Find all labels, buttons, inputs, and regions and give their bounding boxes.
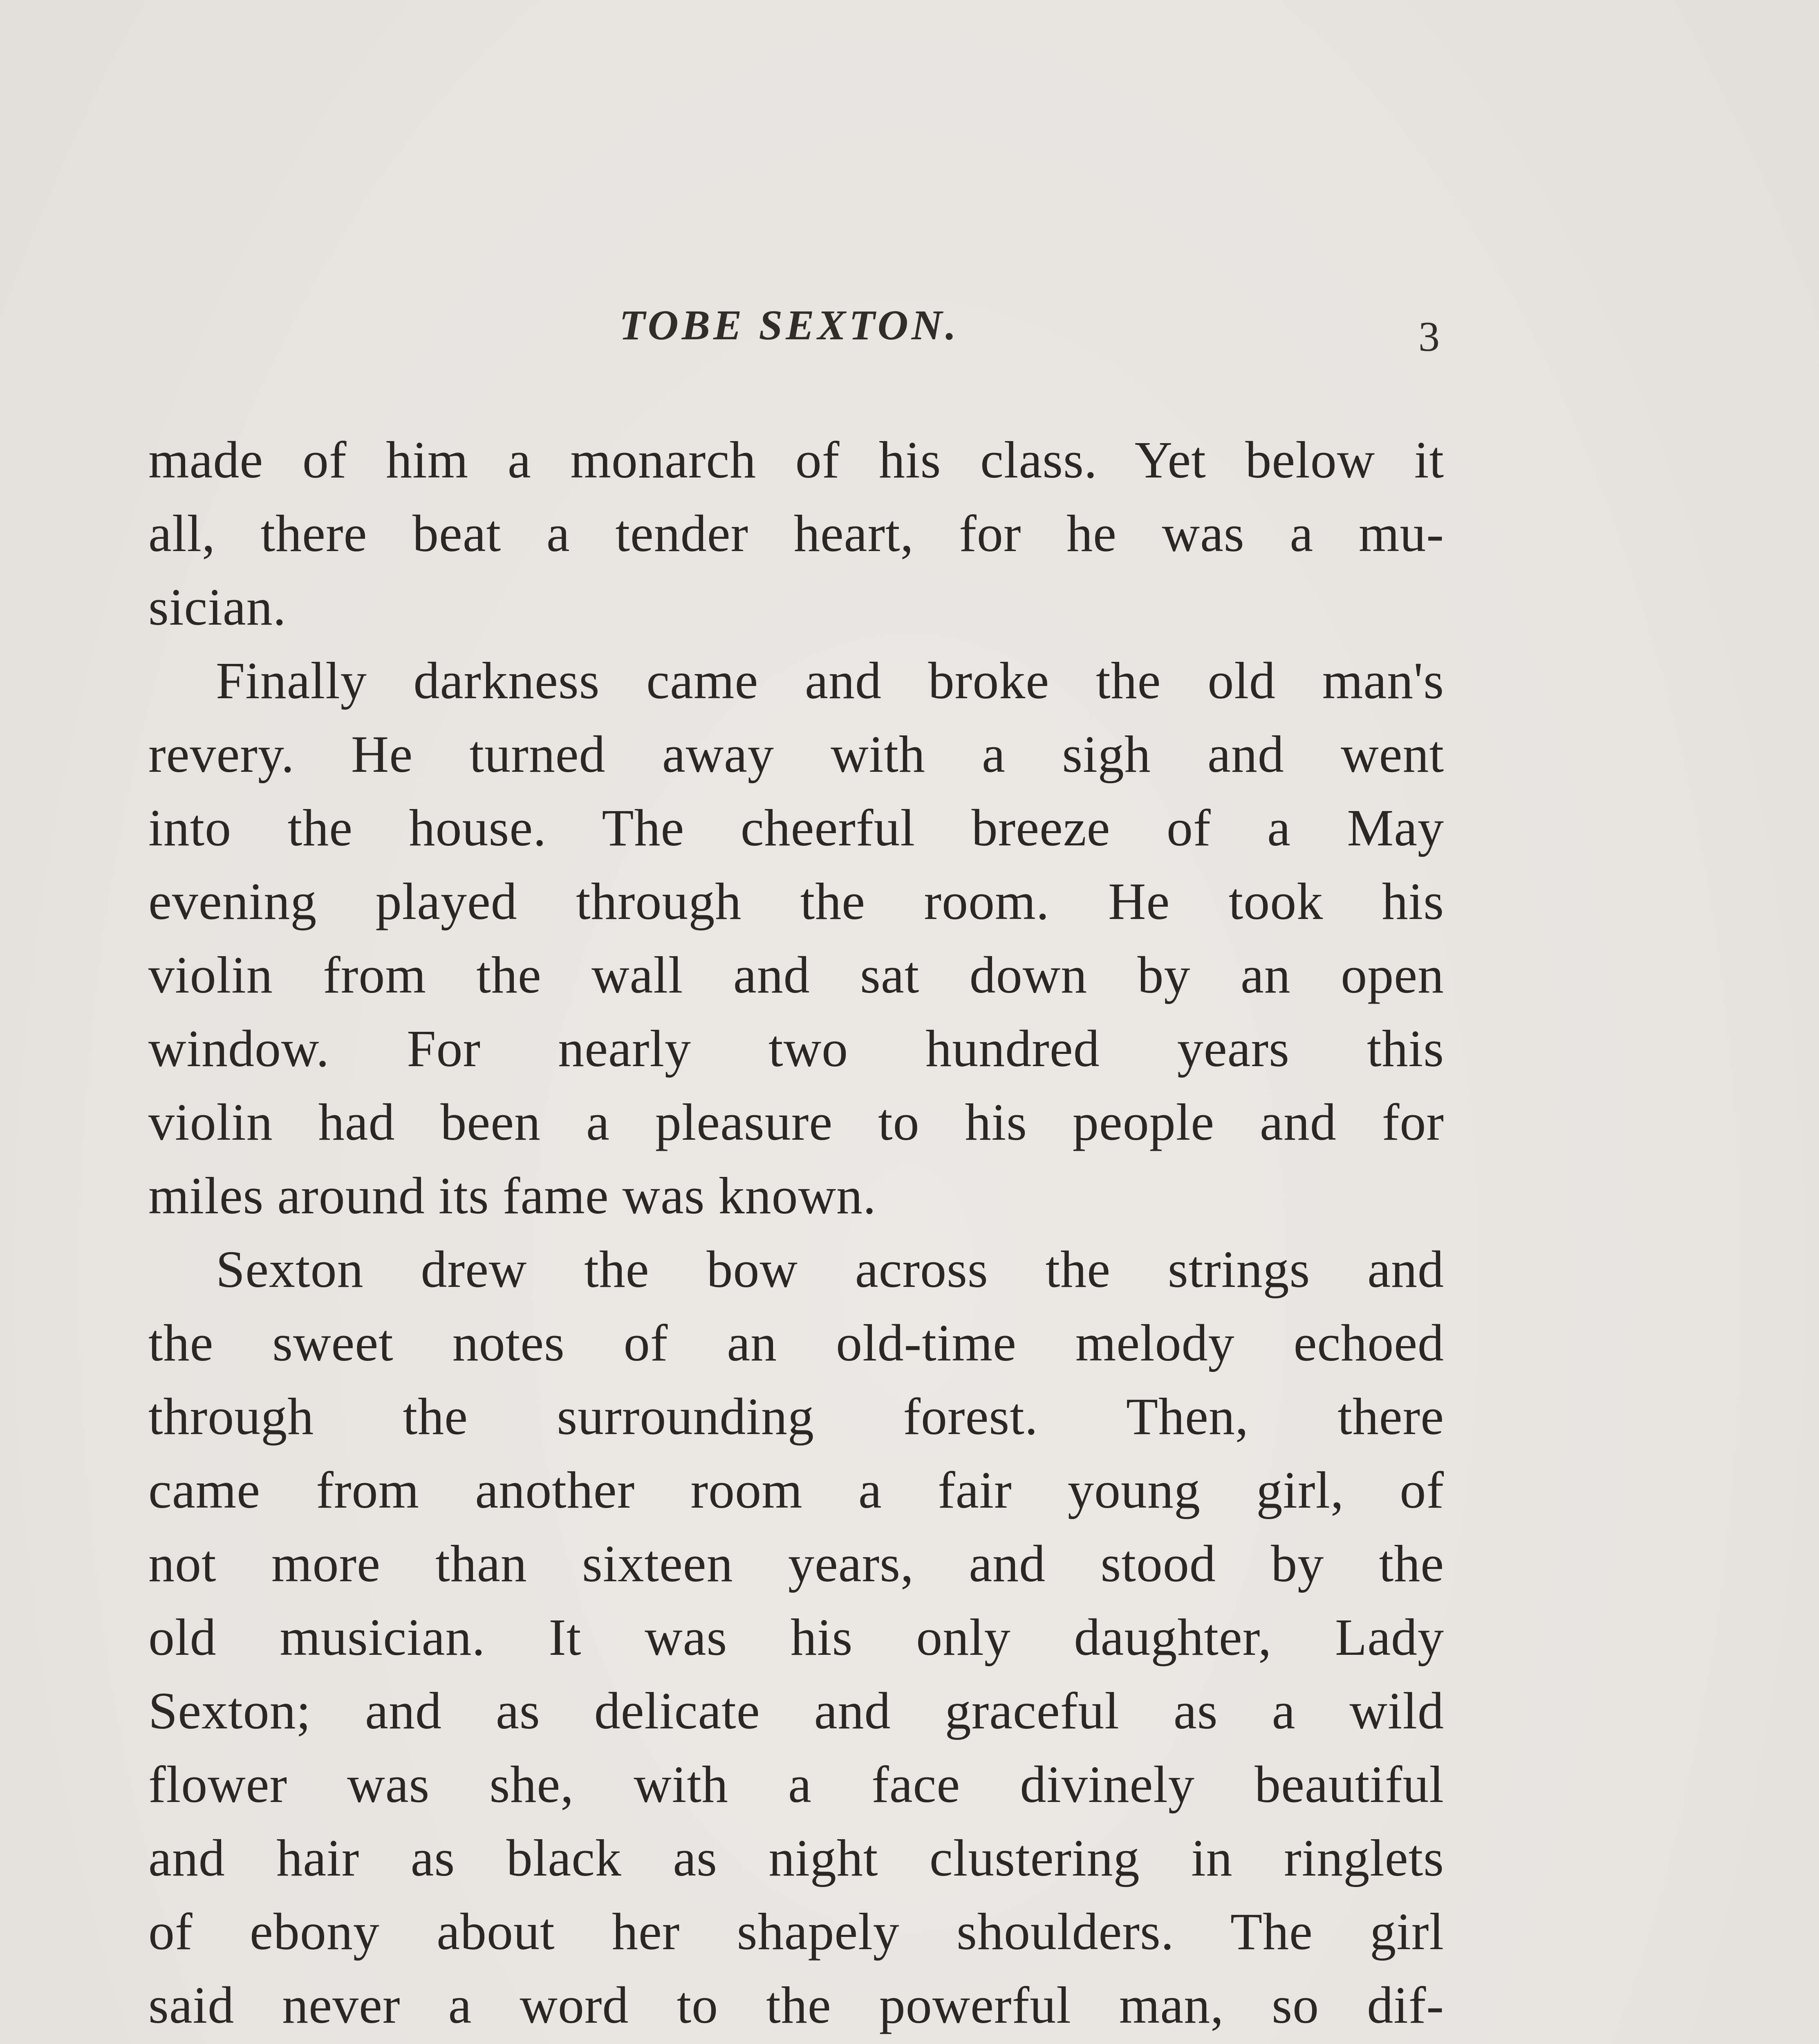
page-number: 3 xyxy=(1418,313,1440,360)
text-line: violin from the wall and sat down by an open xyxy=(148,946,1444,1004)
text-line: miles around its fame was known. xyxy=(148,1167,876,1225)
text-line: and hair as black as night clustering in ringlets xyxy=(148,1829,1444,1887)
text-line: window. For nearly two hundred years this xyxy=(148,1020,1444,1078)
text-line: came from another room a fair young girl, of xyxy=(148,1461,1444,1519)
text-line: sician. xyxy=(148,578,287,636)
body-text xyxy=(148,423,1444,2044)
text-line: into the house. The cheerful breeze of a May xyxy=(148,799,1444,857)
text-line: the sweet notes of an old-time melody echoed xyxy=(148,1314,1444,1372)
text-line: through the surrounding forest. Then, there xyxy=(148,1387,1444,1446)
text-line: revery. He turned away with a sigh and went xyxy=(148,725,1444,783)
text-line: Sexton drew the bow across the strings and xyxy=(216,1240,1444,1298)
text-line: not more than sixteen years, and stood by the xyxy=(148,1535,1444,1593)
text-line: made of him a monarch of his class. Yet below it xyxy=(148,431,1444,489)
text-line: flower was she, with a face divinely beautiful xyxy=(148,1755,1444,1813)
text-line: evening played through the room. He took his xyxy=(148,872,1444,930)
running-head xyxy=(0,301,1819,362)
text-line: Sexton; and as delicate and graceful as a wild xyxy=(148,1682,1444,1740)
text-line: old musician. It was his only daughter, Lady xyxy=(148,1608,1444,1666)
running-title: TOBE SEXTON. xyxy=(619,302,959,349)
text-line: violin had been a pleasure to his people and for xyxy=(148,1093,1444,1151)
text-line: of ebony about her shapely shoulders. The girl xyxy=(148,1903,1444,1961)
text-line: Finally darkness came and broke the old man's xyxy=(216,652,1444,710)
text-line: said never a word to the powerful man, so dif- xyxy=(148,1976,1444,2034)
text-line xyxy=(148,2042,1444,2044)
text-line: all, there beat a tender heart, for he was a mu- xyxy=(148,504,1444,563)
